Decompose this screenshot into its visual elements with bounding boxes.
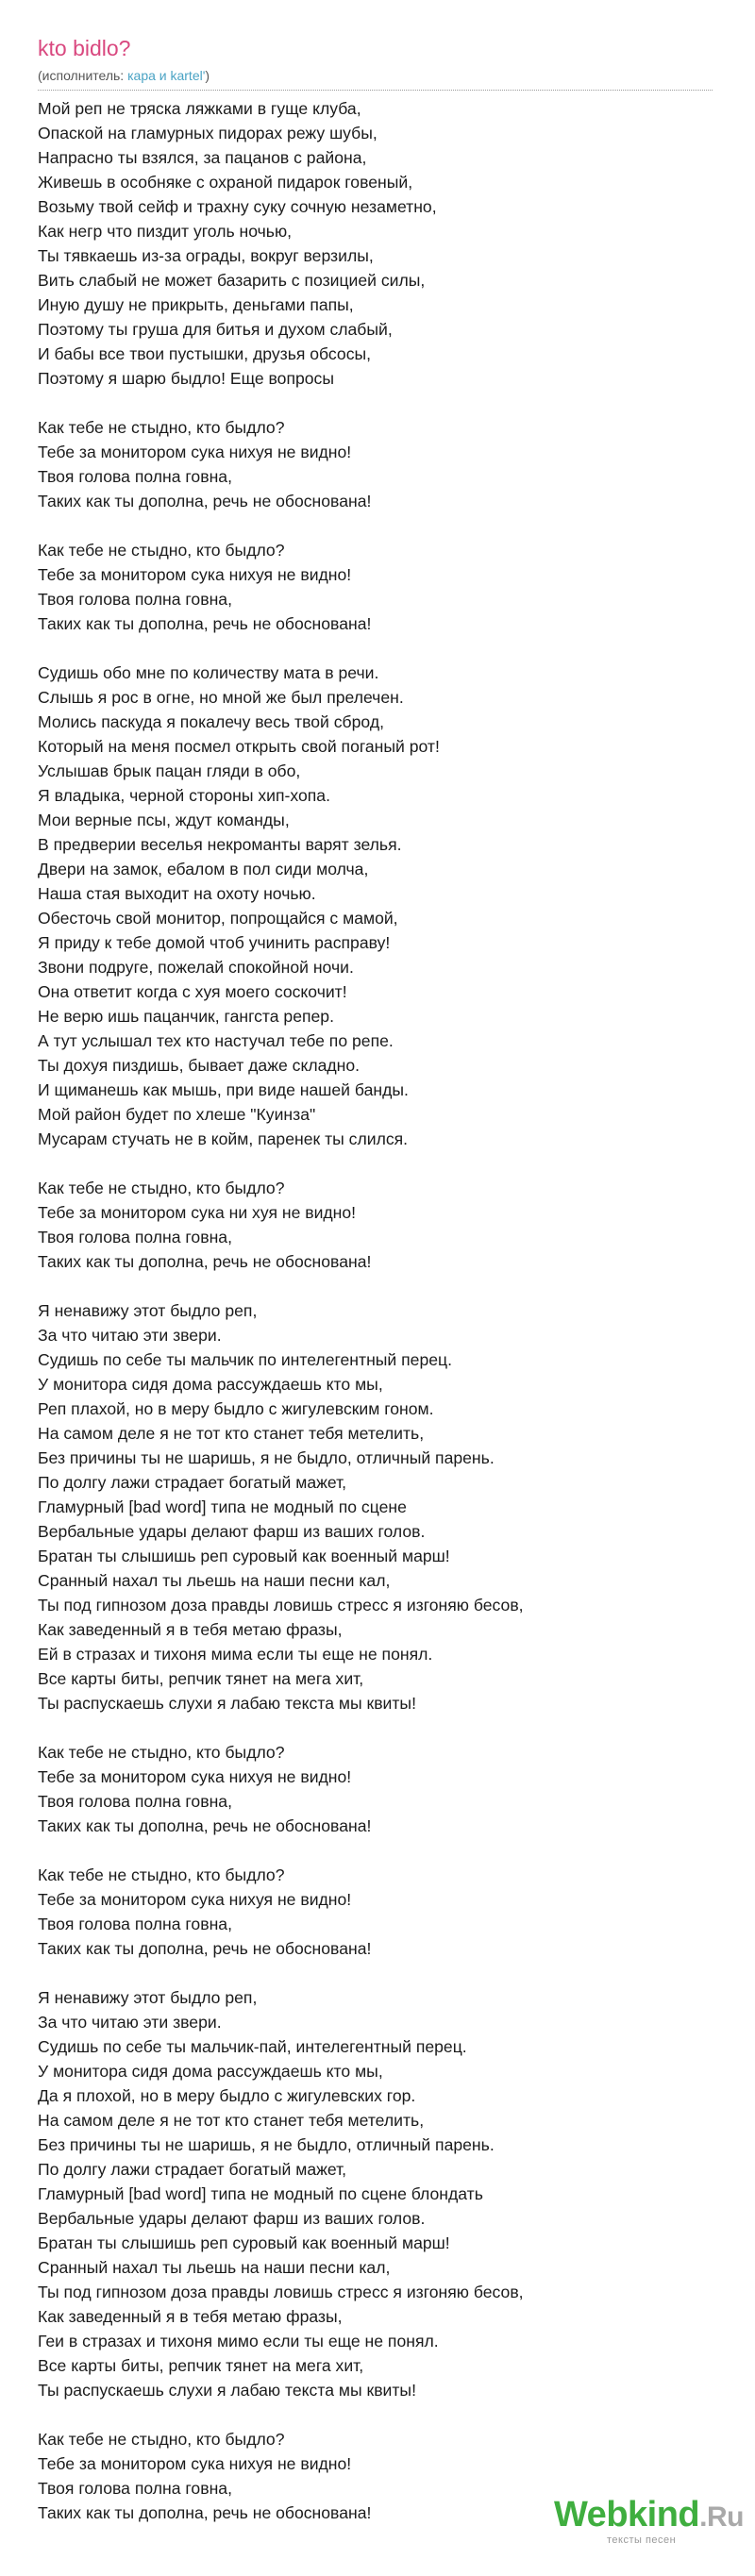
lyric-line: Я ненавижу этот быдло реп, [38,1988,258,2007]
lyric-line: Возьму твой сейф и трахну суку сочную незаметно, [38,197,437,216]
lyric-line: Твоя голова полна говна, [38,467,232,486]
lyric-line: Тебе за монитором сука нихуя не видно! [38,1767,352,1786]
logo-tagline: тексты песен [607,2534,677,2546]
lyric-line: Вить слабый не может базарить с позицией силы, [38,271,426,290]
lyric-line: Иную душу не прикрыть, деньгами папы, [38,295,354,314]
stanza [38,1985,717,2402]
lyric-line: Таких как ты дополна, речь не обоснована! [38,1816,372,1835]
lyric-line: Который на меня посмел открыть свой поганый рот! [38,737,440,756]
lyric-line: Обесточь свой монитор, попрощайся с мамой, [38,909,398,928]
lyric-line: По долгу лажи страдает богатый мажет, [38,1473,347,1492]
lyric-line: Сранный нахал ты льешь на наши песни кал, [38,1571,391,1590]
artist-link[interactable]: каpa и kartel' [127,68,206,83]
lyric-line: У монитора сидя дома рассуждаешь кто мы, [38,1375,383,1394]
lyric-line: Поэтому ты груша для битья и духом слабый, [38,320,393,339]
stanza [38,415,717,513]
lyric-line: Тебе за монитором сука нихуя не видно! [38,565,352,584]
lyric-line: Как тебе не стыдно, кто быдло? [38,1865,285,1884]
header-divider [38,90,713,91]
lyric-line: Без причины ты не шаришь, я не быдло, отличный парень. [38,1448,495,1467]
lyric-line: Твоя голова полна говна, [38,2479,232,2498]
lyric-line: Судишь обо мне по количеству мата в речи. [38,663,379,682]
lyric-line: Тебе за монитором сука нихуя не видно! [38,1890,352,1909]
performer-suffix: ) [205,68,210,83]
performer-line [38,66,713,85]
lyric-line: Мои верные псы, ждут команды, [38,811,290,829]
lyric-line: И бабы все твои пустышки, друзья обсосы, [38,344,372,363]
lyric-line: Как тебе не стыдно, кто быдло? [38,2430,285,2449]
lyric-line: Как тебе не стыдно, кто быдло? [38,418,285,437]
lyric-line: Поэтому я шарю быдло! Еще вопросы [38,369,334,388]
stanza [38,1863,717,1961]
song-header [38,34,713,85]
stanza [38,538,717,636]
lyric-line: Живешь в особняке с охраной пидарок говеный, [38,173,413,192]
lyric-line: Я приду к тебе домой чтоб учинить расправу! [38,933,391,952]
lyric-line: И щиманешь как мышь, при виде нашей банды. [38,1080,409,1099]
lyric-line: Твоя голова полна говна, [38,1915,232,1933]
lyric-line: Тебе за монитором сука ни хуя не видно! [38,1203,357,1222]
lyric-line: Без причины ты не шаришь, я не быдло, отличный парень. [38,2135,495,2154]
lyric-line: Тебе за монитором сука нихуя не видно! [38,2454,352,2473]
lyric-line: Как заведенный я в тебя метаю фразы, [38,1620,343,1639]
lyric-line: Да я плохой, но в меру быдло с жигулевских гор. [38,2086,416,2105]
stanza [38,661,717,1151]
lyric-line: Слышь я рос в огне, но мной же был прелечен. [38,688,404,707]
lyric-line: Твоя голова полна говна, [38,1792,232,1811]
lyric-line: Таких как ты дополна, речь не обоснована! [38,1252,372,1271]
lyric-line: Как негр что пиздит уголь ночью, [38,222,293,241]
lyric-line: Звони подруге, пожелай спокойной ночи. [38,958,354,977]
lyric-line: Мой реп не тряска ляжками в гуще клуба, [38,99,361,118]
lyric-line: Твоя голова полна говна, [38,590,232,609]
stanza [38,1298,717,1715]
lyric-line: Вербальные удары делают фарш из ваших голов. [38,1522,426,1541]
performer-prefix: (исполнитель: [38,68,128,83]
lyric-line: Как заведенный я в тебя метаю фразы, [38,2307,343,2326]
logo-tld: .Ru [699,2501,744,2533]
lyric-line: Не верю ишь пацанчик, гангста репер. [38,1007,334,1026]
stanza [38,96,717,391]
lyric-line: Ты под гипнозом доза правды ловишь стресс я изгоняю бесов, [38,2283,524,2301]
lyric-line: Как тебе не стыдно, кто быдло? [38,1743,285,1762]
lyric-line: Ты тявкаешь из-за ограды, вокруг верзилы, [38,246,374,265]
lyric-line: Молись паскуда я покалечу весь твой сброд, [38,712,384,731]
lyric-line: Таких как ты дополна, речь не обоснована! [38,614,372,633]
lyric-line: Наша стая выходит на охоту ночью. [38,884,316,903]
lyric-line: Ты распускаешь слухи я лабаю текста мы квиты! [38,2381,416,2400]
lyric-line: Братан ты слышишь реп суровый как военный марш! [38,2233,450,2252]
lyric-line: По долгу лажи страдает богатый мажет, [38,2160,347,2179]
stanza [38,1740,717,1838]
lyric-line: У монитора сидя дома рассуждаешь кто мы, [38,2062,383,2081]
lyric-line: За что читаю эти звери. [38,1326,222,1345]
lyric-line: Сранный нахал ты льешь на наши песни кал, [38,2258,391,2277]
lyric-line: Таких как ты дополна, речь не обоснована! [38,492,372,510]
lyric-line: Мой район будет по хлеше "Куинза" [38,1105,316,1124]
logo-name: Webkind [554,2495,700,2534]
lyric-line: Ей в стразах и тихоня мима если ты еще не понял. [38,1645,433,1664]
lyric-line: Гламурный [bad word] типа не модный по сцене [38,1497,407,1516]
lyric-line: В предверии веселья некроманты варят зелья. [38,835,402,854]
lyric-line: Мусарам стучать не в койм, паренек ты слился. [38,1129,409,1148]
song-title: kto bidlo? [38,36,131,60]
lyric-line: Она ответит когда с хуя моего соскочит! [38,982,347,1001]
lyric-line: Реп плахой, но в меру быдло с жигулевским гоном. [38,1399,434,1418]
lyric-line: Ты дохуя пиздишь, бывает даже складно. [38,1056,361,1075]
lyric-line: Напрасно ты взялся, за пацанов с района, [38,148,367,167]
lyric-line: Опаской на гламурных пидорах режу шубы, [38,124,378,142]
lyric-line: Таких как ты дополна, речь не обоснована! [38,1939,372,1958]
lyric-line: Геи в стразах и тихоня мимо если ты еще не понял. [38,2332,439,2350]
lyrics-body [38,96,717,2550]
lyric-line: Гламурный [bad word] типа не модный по сцене блондать [38,2184,483,2203]
lyric-line: Судишь по себе ты мальчик по интелегентный перец. [38,1350,452,1369]
lyric-line: Я владыка, черной стороны хип-хопа. [38,786,330,805]
stanza [38,1176,717,1274]
lyric-line: Услышав брык пацан гляди в обо, [38,761,301,780]
lyric-line: Судишь по себе ты мальчик-пай, интелегентный перец. [38,2037,467,2056]
lyric-line: Твоя голова полна говна, [38,1228,232,1246]
lyric-line: Ты распускаешь слухи я лабаю текста мы квиты! [38,1694,416,1713]
lyric-line: За что читаю эти звери. [38,2013,222,2032]
lyric-line: Все карты биты, репчик тянет на мега хит, [38,2356,364,2375]
lyric-line: Как тебе не стыдно, кто быдло? [38,541,285,560]
lyric-line: Таких как ты дополна, речь не обоснована! [38,2503,372,2522]
site-logo[interactable] [554,2494,744,2551]
lyric-line: Вербальные удары делают фарш из ваших голов. [38,2209,426,2228]
lyric-line: Как тебе не стыдно, кто быдло? [38,1179,285,1197]
lyric-line: На самом деле я не тот кто станет тебя метелить, [38,2111,425,2130]
lyric-line: Двери на замок, ебалом в пол сиди молча, [38,860,369,878]
lyric-line: Тебе за монитором сука нихуя не видно! [38,443,352,461]
lyric-line: Ты под гипнозом доза правды ловишь стресс я изгоняю бесов, [38,1596,524,1614]
lyric-line: Все карты биты, репчик тянет на мега хит, [38,1669,364,1688]
lyric-line: На самом деле я не тот кто станет тебя метелить, [38,1424,425,1443]
lyric-line: Я ненавижу этот быдло реп, [38,1301,258,1320]
lyric-line: А тут услышал тех кто настучал тебе по репе. [38,1031,394,1050]
lyric-line: Братан ты слышишь реп суровый как военный марш! [38,1547,450,1565]
logo-wordmark [554,2494,744,2538]
